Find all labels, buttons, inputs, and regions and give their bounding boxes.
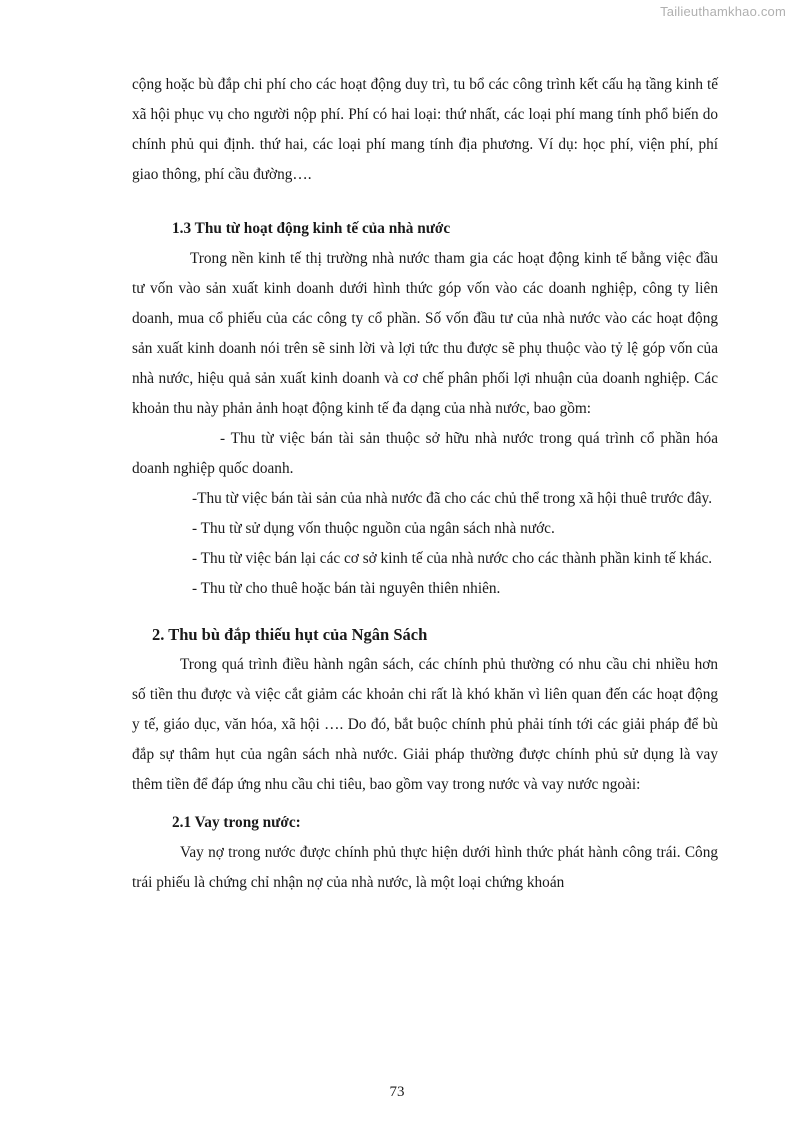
- list-item: - Thu từ cho thuê hoặc bán tài nguyên thiên nhiên.: [192, 580, 501, 597]
- intro-paragraph: cộng hoặc bù đắp chi phí cho các hoạt động duy trì, tu bổ các công trình kết cấu hạ tầng kinh tế xã hội phục vụ cho người nộp phí. Phí có hai loại: thứ nhất, các loại phí mang tính phổ biến do chính phủ qui định. thứ hai, các loại phí mang tính địa phương. Ví dụ: học phí, viện phí, phí giao thông, phí cầu đường….: [132, 76, 718, 183]
- section-1-3-heading: 1.3 Thu từ hoạt động kinh tế của nhà nước: [172, 220, 451, 237]
- list-item: - Thu từ việc bán tài sản thuộc sở hữu nhà nước trong quá trình cổ phần hóa doanh nghiệp quốc doanh.: [132, 430, 718, 477]
- section-2-heading: 2. Thu bù đắp thiếu hụt của Ngân Sách: [152, 625, 428, 644]
- section-1-3-paragraph: Trong nền kinh tế thị trường nhà nước tham gia các hoạt động kinh tế bằng việc đầu tư vốn vào sản xuất kinh doanh dưới hình thức góp vốn vào các doanh nghiệp, công ty liên doanh, mua cổ phiếu của các công ty cổ phần. Số vốn đầu tư của nhà nước vào các hoạt động sản xuất kinh doanh nói trên sẽ sinh lời và lợi tức thu được sẽ phụ thuộc vào tỷ lệ góp vốn của nhà nước, hiệu quả sản xuất kinh doanh và cơ chế phân phối lợi nhuận của doanh nghiệp. Các khoản thu này phản ảnh hoạt động kinh tế đa dạng của nhà nước, bao gồm:: [132, 250, 718, 417]
- list-item: - Thu từ việc bán lại các cơ sở kinh tế của nhà nước cho các thành phần kinh tế khác.: [192, 550, 713, 567]
- section-2-1-paragraph: Vay nợ trong nước được chính phủ thực hiện dưới hình thức phát hành công trái. Công trái phiếu là chứng chỉ nhận nợ của nhà nước, là một loại chứng khoán: [132, 844, 718, 891]
- section-2-paragraph: Trong quá trình điều hành ngân sách, các chính phủ thường có nhu cầu chi nhiều hơn số tiền thu được và việc cắt giảm các khoản chi rất là khó khăn vì liên quan đến các hoạt động y tế, giáo dục, văn hóa, xã hội …. Do đó, bắt buộc chính phủ phải tính tới các giải pháp để bù đắp sự thâm hụt của ngân sách nhà nước. Giải pháp thường được chính phủ sử dụng là vay thêm tiền để đáp ứng nhu cầu chi tiêu, bao gồm vay trong nước và vay nước ngoài:: [132, 656, 718, 793]
- section-2-1-heading: 2.1 Vay trong nước:: [172, 814, 301, 831]
- list-item: - Thu từ sử dụng vốn thuộc nguồn của ngân sách nhà nước.: [192, 520, 555, 537]
- list-item: -Thu từ việc bán tài sản của nhà nước đã cho các chủ thể trong xã hội thuê trước đây.: [192, 490, 713, 507]
- document-page: [132, 70, 718, 898]
- page-number: 73: [389, 1084, 405, 1100]
- watermark: Tailieuthamkhao.com: [660, 4, 786, 19]
